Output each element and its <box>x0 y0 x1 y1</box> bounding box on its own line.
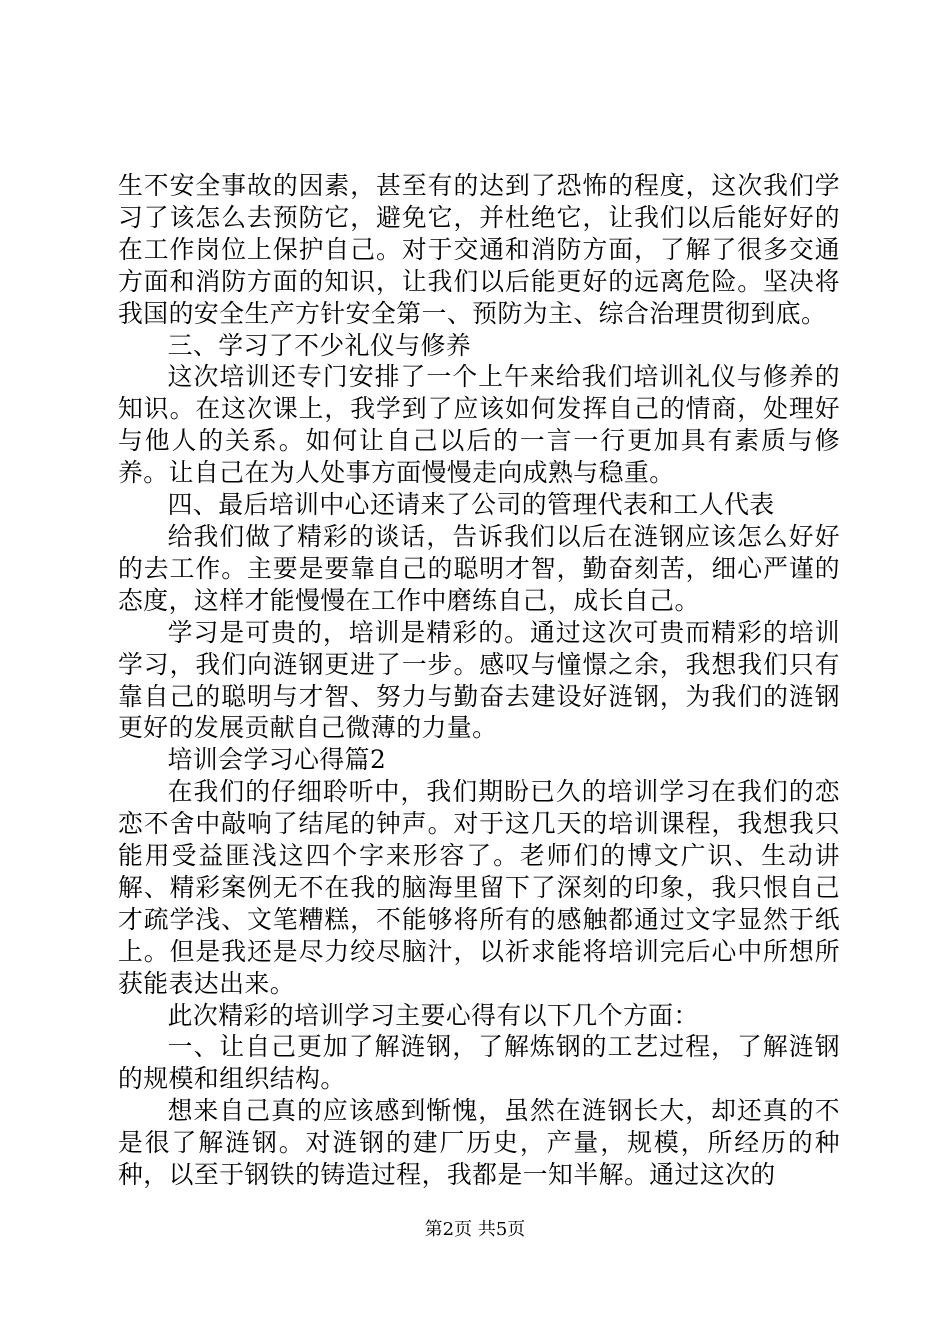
section-heading-3: 三、学习了不少礼仪与修养 <box>167 330 472 360</box>
page-footer: 第2页 共5页 <box>424 1219 526 1240</box>
section-heading-1: 一、让自己更加了解涟钢，了解炼钢的工艺过程，了解涟钢的规模和组织结构。 <box>118 1032 840 1094</box>
document-body <box>118 170 840 1191</box>
paragraph-5: 给我们做了精彩的谈话，告诉我们以后在涟钢应该怎么好好的去工作。主要是要靠自己的聪明才智，勤奋刻苦，细心严谨的态度，这样才能慢慢在工作中磨练自己，成长自己。 <box>118 521 840 615</box>
paragraph-11: 想来自己真的应该感到惭愧，虽然在涟钢长大，却还真的不是很了解涟钢。对涟钢的建厂历史，产量，规模，所经历的种种，以至于钢铁的铸造过程，我都是一知半解。通过这次的 <box>118 1096 840 1190</box>
paragraph-9: 此次精彩的培训学习主要心得有以下几个方面： <box>167 1000 699 1030</box>
paragraph-1: 生不安全事故的因素，甚至有的达到了恐怖的程度，这次我们学习了该怎么去预防它，避免它，并杜绝它，让我们以后能好好的在工作岗位上保护自己。对于交通和消防方面，了解了很多交通方面和消防方面的知识，让我们以后能更好的远离危险。坚决将我国的安全生产方针安全第一、预防为主、综合治理贯彻到底。 <box>118 171 840 328</box>
paragraph-3: 这次培训还专门安排了一个上午来给我们培训礼仪与修养的知识。在这次课上，我学到了应该如何发挥自己的情商，处理好与他人的关系。如何让自己以后的一言一行更加具有素质与修养。让自己在为人处事方面慢慢走向成熟与稳重。 <box>118 362 840 488</box>
section-heading-4: 四、最后培训中心还请来了公司的管理代表和工人代表 <box>167 490 775 520</box>
paragraph-8: 在我们的仔细聆听中，我们期盼已久的培训学习在我们的恋恋不舍中敲响了结尾的钟声。对于这几天的培训课程，我想我只能用受益匪浅这四个字来形容了。老师们的博文广识、生动讲解、精彩案例无不在我的脑海里留下了深刻的印象，我只恨自己才疏学浅、文笔糟糕，不能够将所有的感触都通过文字显然于纸上。但是我还是尽力绞尽脑汁，以祈求能将培训完后心中所想所获能表达出来。 <box>118 777 840 998</box>
article-title-2: 培训会学习心得篇2 <box>167 745 387 775</box>
paragraph-6: 学习是可贵的，培训是精彩的。通过这次可贵而精彩的培训学习，我们向涟钢更进了一步。感叹与憧憬之余，我想我们只有靠自己的聪明与才智、努力与勤奋去建设好涟钢，为我们的涟钢更好的发展贡献自己微薄的力量。 <box>118 617 840 743</box>
